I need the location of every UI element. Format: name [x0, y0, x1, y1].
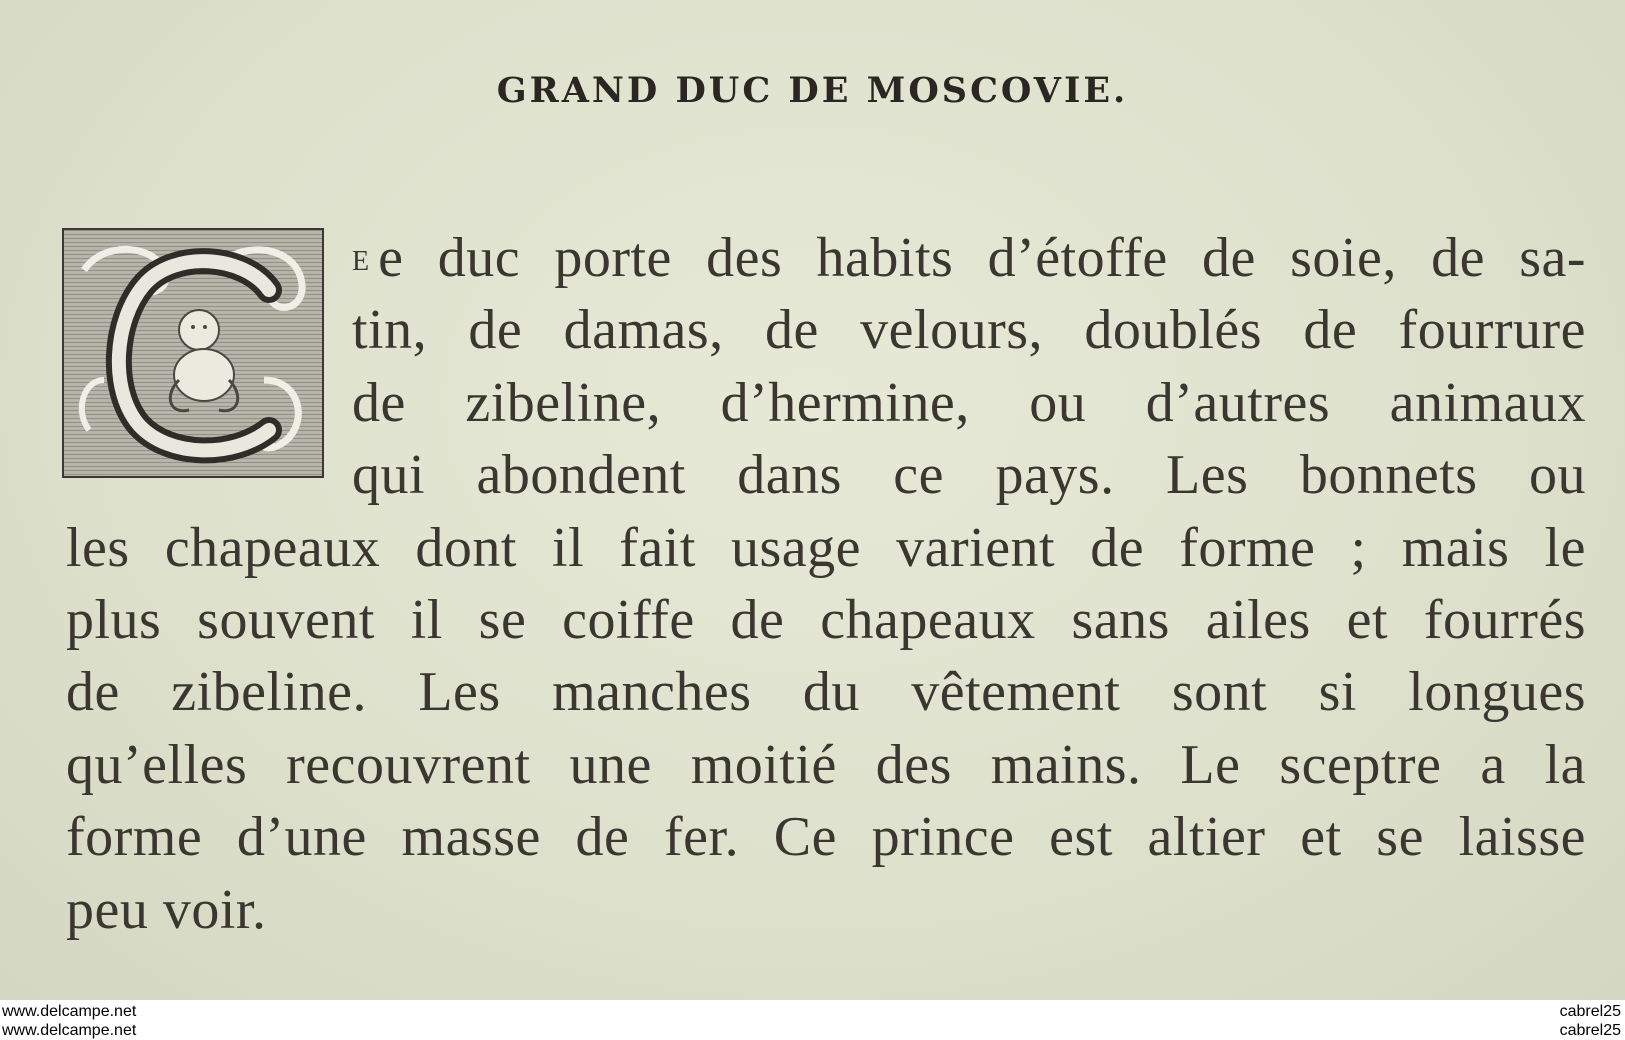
text-line-8: qu’elles recouvrent une moitié des mains. Le sceptre a la: [66, 733, 1586, 796]
site-watermark-line: www.delcampe.net: [2, 1003, 137, 1020]
text-line-10: peu voir.: [66, 878, 267, 941]
user-watermark-line: cabrel25: [1559, 1003, 1621, 1020]
text-line-4: qui abondent dans ce pays. Les bonnets ou: [352, 444, 1586, 507]
site-watermark: [2, 1002, 136, 1040]
user-watermark-line: cabrel25: [1559, 1022, 1621, 1039]
text-line-5: les chapeaux dont il fait usage varient de forme ; mais le: [66, 516, 1586, 579]
text-line-3: de zibeline, d’hermine, ou d’autres animaux: [352, 371, 1586, 434]
page-title: GRAND DUC DE MOSCOVIE.: [496, 70, 1129, 111]
text-line: [66, 222, 1586, 294]
text-line-2: tin, de damas, de velours, doublés de fourrure: [352, 299, 1586, 362]
text-line-1: e duc porte des habits d’étoffe de soie, de sa-: [378, 227, 1586, 289]
text-line-6: plus souvent il se coiffe de chapeaux sans ailes et fourrés: [66, 588, 1586, 651]
body-paragraph: [66, 222, 1586, 946]
site-watermark-line: www.delcampe.net: [2, 1022, 137, 1039]
text-line-9: forme d’une masse de fer. Ce prince est altier et se laisse: [66, 806, 1586, 869]
user-watermark: [1560, 1002, 1621, 1040]
watermark-footer: [0, 1000, 1625, 1038]
text-line-7: de zibeline. Les manches du vêtement sont si longues: [66, 661, 1586, 724]
dropcap-continuation: E: [352, 246, 371, 277]
